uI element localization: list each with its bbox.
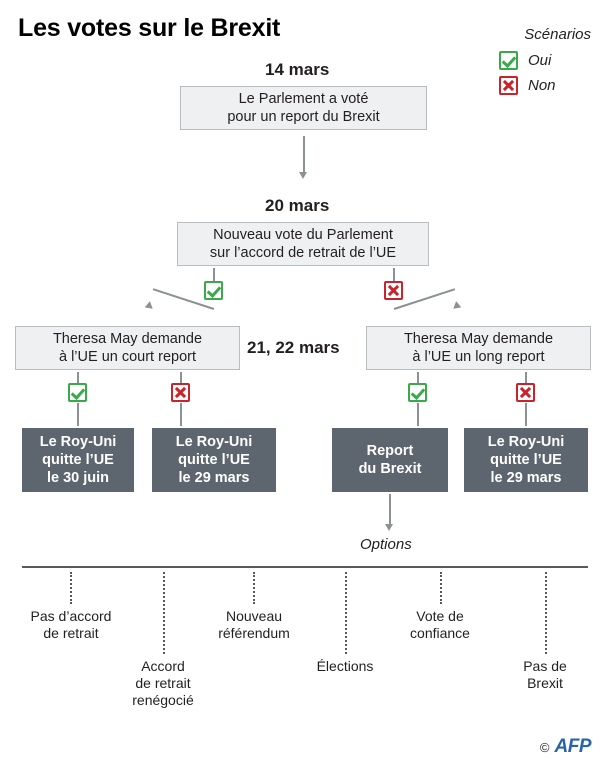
connector-vertical-4b	[180, 403, 182, 426]
copyright-symbol: ©	[539, 739, 550, 755]
result-leave-mar29-left	[152, 428, 276, 492]
option-dotted-4	[345, 572, 347, 654]
option-label-3: Nouveau référendum	[218, 608, 290, 641]
option-dotted-1	[70, 572, 72, 604]
legend-item-no	[481, 76, 591, 95]
option-dotted-2	[163, 572, 165, 654]
legend-item-yes	[481, 51, 591, 70]
connector-vertical-4a	[77, 403, 79, 426]
option-label-2: Accord de retrait renégocié	[132, 658, 194, 708]
date-label-21-22-mars: 21, 22 mars	[247, 338, 340, 357]
connector-vertical-3a	[77, 372, 79, 383]
connector-arrow-left	[145, 301, 156, 312]
result-leave-mar29-right-text: Le Roy-Uni quitte l’UE le 29 mars	[487, 434, 565, 486]
date-label-14-mars: 14 mars	[265, 60, 330, 79]
result-leave-june30-text: Le Roy-Uni quitte l’UE le 30 juin	[39, 434, 117, 486]
connector-vertical-options	[389, 494, 391, 526]
result-postpone-brexit-text: Report du Brexit	[358, 443, 422, 477]
option-dotted-3	[253, 572, 255, 604]
connector-arrow-1	[299, 172, 307, 179]
afp-logo: AFP	[554, 736, 591, 757]
cross-icon	[516, 383, 535, 402]
node-parliament-vote-text: Le Parlement a voté pour un report du Brexit	[227, 91, 380, 125]
legend-label-yes: Oui	[528, 52, 552, 69]
result-leave-june30	[22, 428, 134, 492]
options-label: Options	[360, 536, 412, 553]
connector-vertical-2a	[213, 268, 215, 282]
connector-vertical-2b	[393, 268, 395, 282]
date-label-20-mars: 20 mars	[265, 196, 330, 215]
connector-vertical-4c	[417, 403, 419, 426]
check-icon	[499, 51, 518, 70]
node-new-vote-text: Nouveau vote du Parlement sur l’accord de retrait de l’UE	[209, 227, 397, 261]
legend	[481, 26, 591, 101]
connector-vertical-3c	[417, 372, 419, 383]
page-title: Les votes sur le Brexit	[18, 14, 281, 42]
node-long-report-text: Theresa May demande à l’UE un long report	[403, 331, 554, 365]
connector-vertical-1	[303, 136, 305, 174]
node-long-report	[366, 326, 591, 370]
node-parliament-vote	[180, 86, 427, 130]
node-short-report-text: Theresa May demande à l’UE un court report	[52, 331, 203, 365]
options-divider	[22, 566, 588, 568]
option-label-5: Vote de confiance	[410, 608, 470, 641]
connector-arrow-options	[385, 524, 393, 531]
connector-vertical-4d	[525, 403, 527, 426]
credit	[540, 736, 591, 758]
legend-title: Scénarios	[524, 26, 591, 43]
check-icon	[408, 383, 427, 402]
option-label-4: Élections	[316, 658, 374, 674]
cross-icon	[499, 76, 518, 95]
option-dotted-6	[545, 572, 547, 654]
connector-vertical-3b	[180, 372, 182, 383]
check-icon	[204, 281, 223, 300]
result-leave-mar29-left-text: Le Roy-Uni quitte l’UE le 29 mars	[175, 434, 253, 486]
connector-arrow-right	[451, 301, 462, 312]
branch-yes-level2	[204, 281, 223, 305]
option-dotted-5	[440, 572, 442, 604]
option-label-1: Pas d’accord de retrait	[30, 608, 112, 641]
branch-no-level2	[384, 281, 403, 305]
node-new-vote	[177, 222, 429, 266]
legend-label-no: Non	[528, 77, 556, 94]
node-short-report	[15, 326, 240, 370]
result-leave-mar29-right	[464, 428, 588, 492]
option-label-6: Pas de Brexit	[523, 658, 567, 691]
check-icon	[68, 383, 87, 402]
cross-icon	[384, 281, 403, 300]
result-postpone-brexit	[332, 428, 448, 492]
connector-vertical-3d	[525, 372, 527, 383]
cross-icon	[171, 383, 190, 402]
